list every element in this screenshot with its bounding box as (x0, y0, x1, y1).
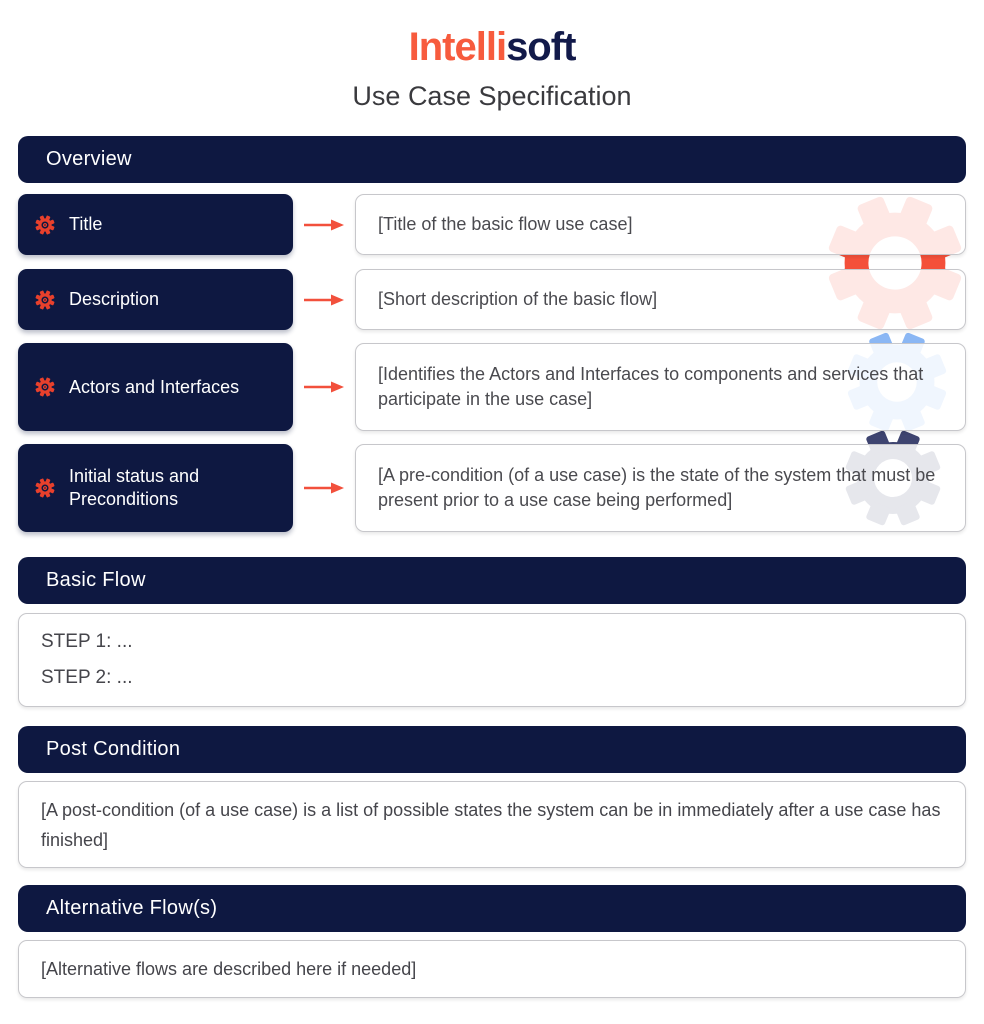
overview-row-actors (18, 343, 966, 431)
value-box-actors (355, 343, 966, 431)
post-condition-box (18, 781, 966, 868)
section-header-basic-flow-label: Basic Flow (46, 569, 146, 591)
arrow-right-icon (302, 217, 346, 233)
label-chip-title-text: Title (69, 214, 103, 234)
post-condition-text: [A post-condition (of a use case) is a list of possible states the system can be in immediately after a use case has finished] (41, 799, 941, 850)
basic-flow-step-1: STEP 1: ... (41, 631, 133, 652)
value-box-title-text: [Title of the basic flow use case] (378, 214, 633, 234)
basic-flow-box (18, 613, 966, 707)
basic-flow-step-2: STEP 2: ... (41, 667, 133, 688)
gear-icon (34, 376, 56, 398)
section-header-overview-label: Overview (46, 148, 132, 170)
alternative-flows-box (18, 940, 966, 998)
label-chip-title (18, 194, 293, 255)
arrow-right-icon (302, 379, 346, 395)
overview-row-description (18, 269, 966, 330)
alternative-flows-text: [Alternative flows are described here if needed] (41, 958, 417, 979)
brand-logo-part2: soft (506, 25, 576, 69)
section-header-post-condition-label: Post Condition (46, 738, 181, 760)
label-chip-preconditions-text: Initial status and Preconditions (69, 466, 200, 509)
value-box-preconditions (355, 444, 966, 532)
gear-icon (34, 477, 56, 499)
overview-row-preconditions (18, 444, 966, 532)
brand-logo-part1: Intelli (408, 25, 507, 69)
brand-logo (0, 0, 984, 68)
value-box-actors-text: [Identifies the Actors and Interfaces to components and services that participate in the use case] (378, 364, 924, 409)
gear-icon (34, 214, 56, 236)
arrow-right-icon (302, 292, 346, 308)
label-chip-description (18, 269, 293, 330)
section-header-post-condition (18, 726, 966, 773)
label-chip-preconditions (18, 444, 293, 532)
value-box-description-text: [Short description of the basic flow] (378, 289, 658, 309)
overview-row-title (18, 194, 966, 255)
section-header-basic-flow (18, 557, 966, 604)
section-header-alternative-flows-label: Alternative Flow(s) (46, 897, 218, 919)
value-box-title (355, 194, 966, 255)
value-box-description (355, 269, 966, 330)
value-box-preconditions-text: [A pre-condition (of a use case) is the state of the system that must be present prior to a use case being performed] (378, 465, 936, 510)
label-chip-actors (18, 343, 293, 431)
section-header-overview (18, 136, 966, 183)
section-header-alternative-flows (18, 885, 966, 932)
label-chip-actors-text: Actors and Interfaces (69, 376, 240, 397)
label-chip-description-text: Description (69, 289, 160, 309)
gear-icon (34, 289, 56, 311)
page-title: Use Case Specification (352, 81, 632, 111)
arrow-right-icon (302, 480, 346, 496)
